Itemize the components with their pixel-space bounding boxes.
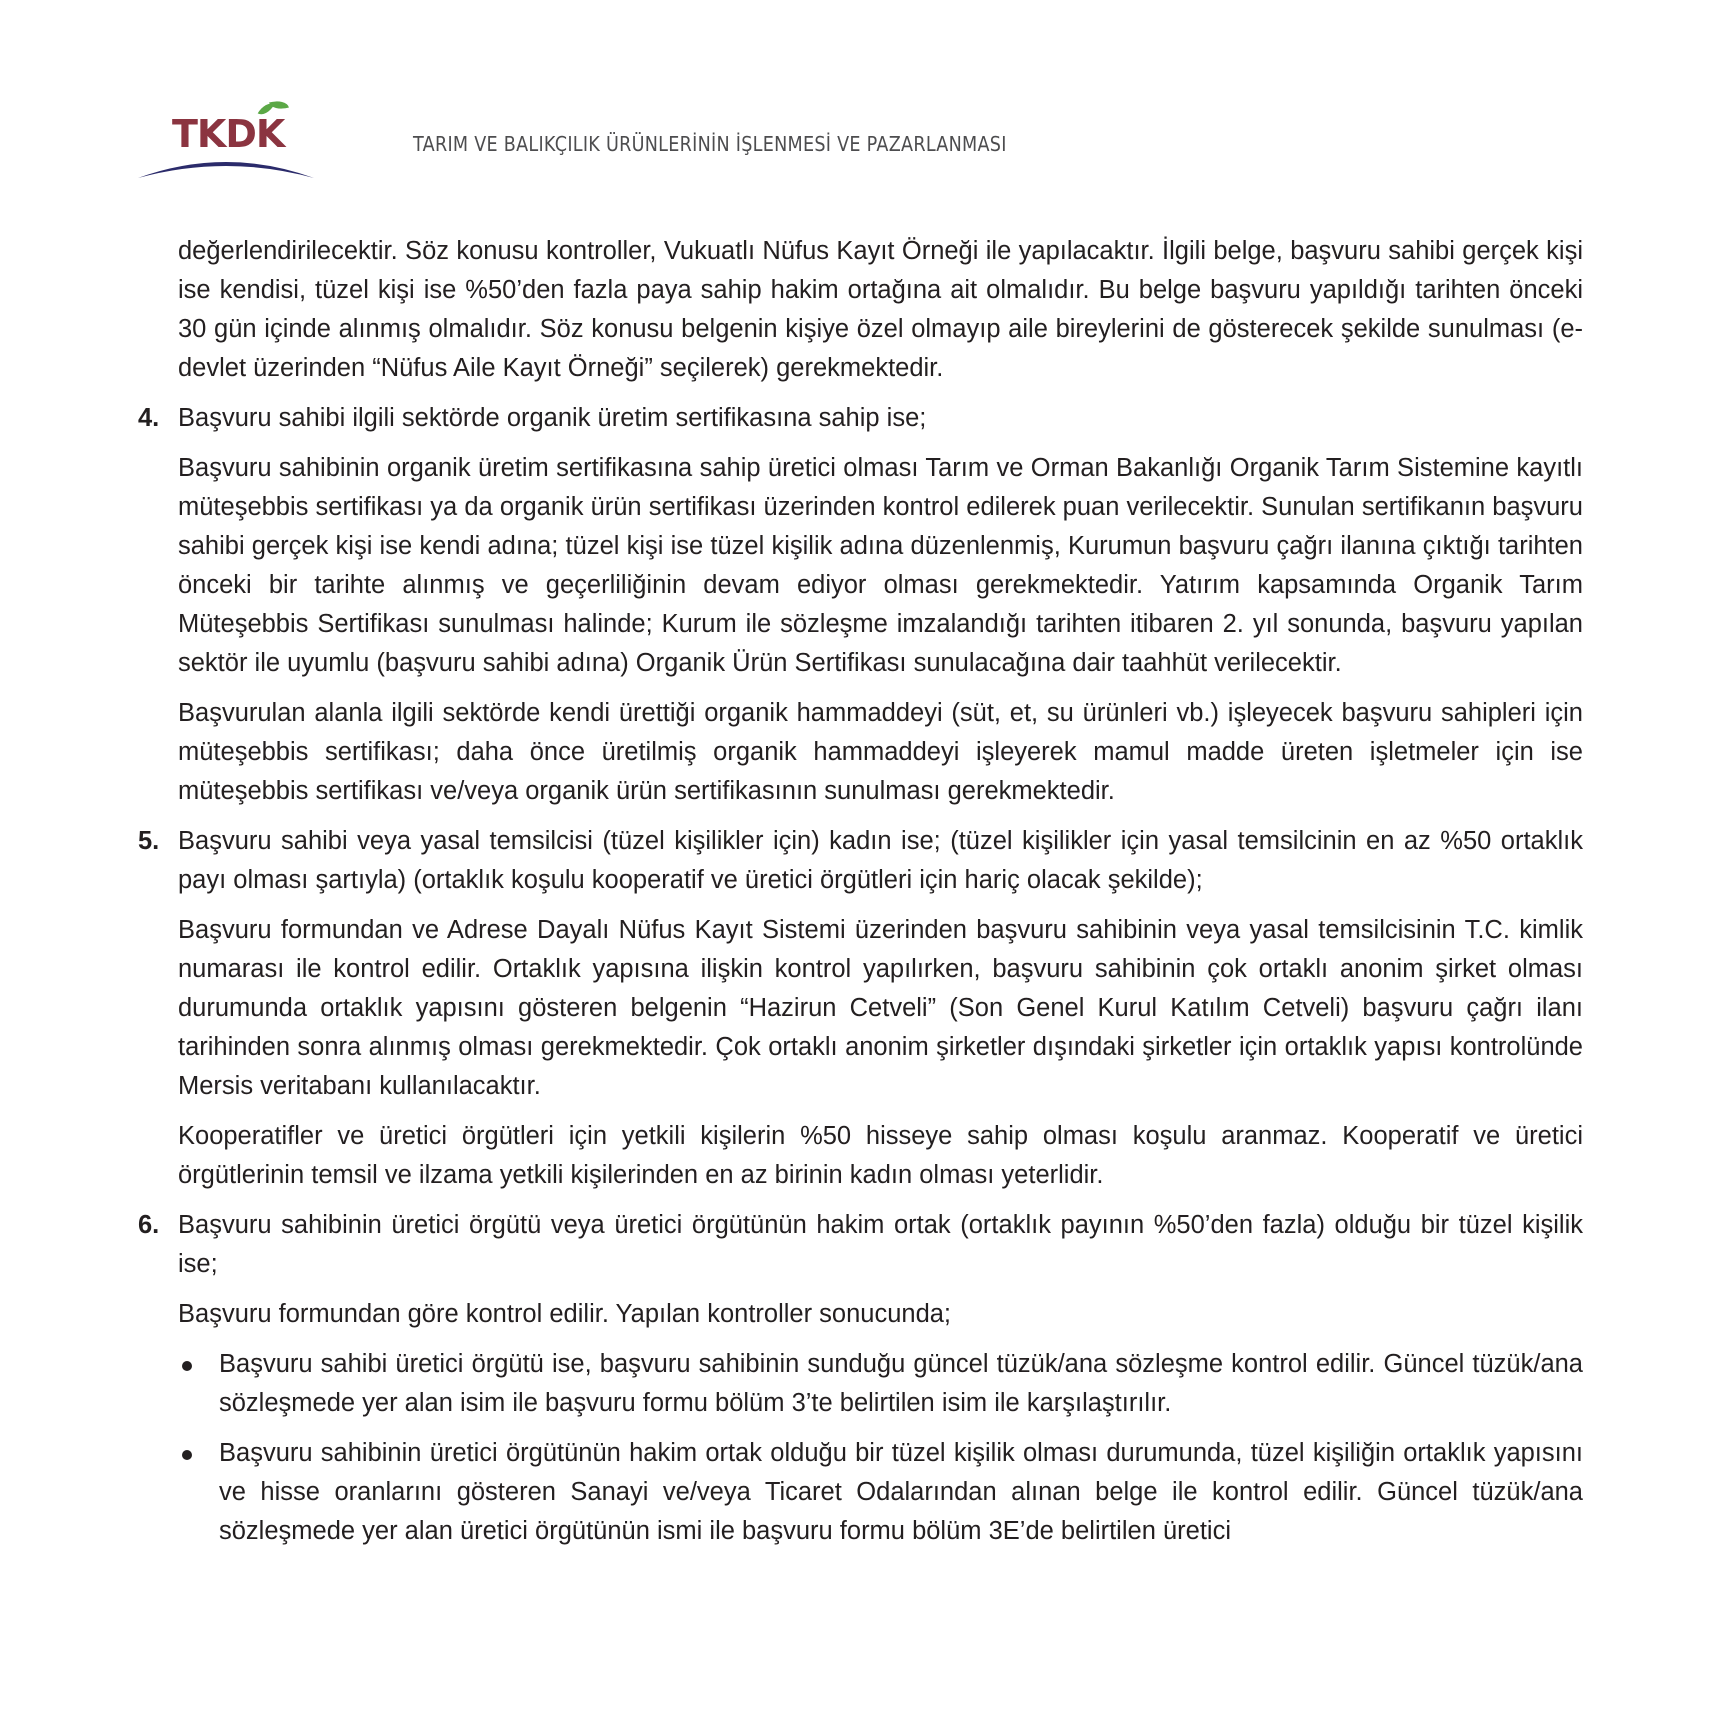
list-item-5 [138, 822, 1583, 1195]
logo-text: TKDK [172, 112, 285, 156]
logo-arc-icon [136, 146, 316, 180]
list-item-4 [138, 399, 1583, 811]
item-number: 4. [138, 404, 160, 432]
item-number: 6. [138, 1211, 160, 1239]
bullet-text: Başvuru sahibi üretici örgütü ise, başvuru sahibinin sunduğu güncel tüzük/ana sözleşme kontrol edilir. Güncel tüzük/ana sözleşmede yer alan isim ile başvuru formu bölüm 3’te belirtilen isim ile karşılaştırılır. [219, 1350, 1583, 1417]
bullet-item [178, 1345, 1583, 1423]
item-paragraph: Başvurulan alanla ilgili sektörde kendi ürettiği organik hammaddeyi (süt, et, su ürünleri vb.) işleyecek başvuru sahipleri için müteşebbis sertifikası; daha önce üretilmiş organik hammaddeyi işleyerek mamul madde üreten işletmeler için ise müteşebbis sertifikası ve/veya organik ürün sertifikasının sunulması gerekmektedir. [178, 699, 1583, 805]
item-heading: Başvuru sahibi veya yasal temsilcisi (tüzel kişilikler için) kadın ise; (tüzel kişilikler için yasal temsilcinin en az %50 ortaklık payı olması şartıyla) (ortaklık koşulu kooperatif ve üretici örgütleri için hariç olacak şekilde); [178, 827, 1583, 894]
document-body [138, 232, 1583, 1562]
intro-paragraph: değerlendirilecektir. Söz konusu kontroller, Vukuatlı Nüfus Kayıt Örneği ile yapılacaktır. İlgili belge, başvuru sahibi gerçek kişi ise kendisi, tüzel kişi ise %50’den fazla paya sahip hakim ortağına ait olmalıdır. Bu belge başvuru yapıldığı tarihten önceki 30 gün içinde alınmış olmalıdır. Söz konusu belgenin kişiye özel olmayıp aile bireylerini de gösterecek şekilde sunulması (e-devlet üzerinden “Nüfus Aile Kayıt Örneği” seçilerek) gerekmektedir. [178, 237, 1583, 382]
leaf-icon [269, 98, 289, 112]
bullet-text: Başvuru sahibinin üretici örgütünün hakim ortak olduğu bir tüzel kişilik olması durumunda, tüzel kişiliğin ortaklık yapısını ve hisse oranlarını gösteren Sanayi ve/veya Ticaret Odalarından alınan belge ile kontrol edilir. Güncel tüzük/ana sözleşmede yer alan üretici örgütünün ismi ile başvuru formu bölüm 3E’de belirtilen üretici [219, 1439, 1583, 1545]
tkdk-logo [136, 112, 316, 176]
item-heading: Başvuru sahibinin üretici örgütü veya üretici örgütünün hakim ortak (ortaklık payının %50’den fazla) olduğu bir tüzel kişilik ise; [178, 1211, 1583, 1278]
item-paragraph: Başvuru formundan ve Adrese Dayalı Nüfus Kayıt Sistemi üzerinden başvuru sahibinin veya yasal temsilcisinin T.C. kimlik numarası ile kontrol edilir. Ortaklık yapısına ilişkin kontrol yapılırken, başvuru sahibinin çok ortaklı anonim şirket olması durumunda ortaklık yapısını gösteren belgenin “Hazirun Cetveli” (Son Genel Kurul Katılım Cetveli) başvuru çağrı ilanı tarihinden sonra alınmış olması gerekmektedir. Çok ortaklı anonim şirketler dışındaki şirketler için ortaklık yapısı kontrolünde Mersis veritabanı kullanılacaktır. [178, 916, 1583, 1100]
bullet-icon [182, 1361, 192, 1371]
bullet-item [178, 1434, 1583, 1551]
list-item-6 [138, 1206, 1583, 1551]
page-header-title: TARIM VE BALIKÇILIK ÜRÜNLERİNİN İŞLENMESİ VE PAZARLANMASI [413, 132, 1007, 156]
item-heading: Başvuru sahibi ilgili sektörde organik üretim sertifikasına sahip ise; [178, 404, 927, 432]
item-paragraph: Kooperatifler ve üretici örgütleri için yetkili kişilerin %50 hisseye sahip olması koşulu aranmaz. Kooperatif ve üretici örgütlerinin temsil ve ilzama yetkili kişilerinden en az birinin kadın olması yeterlidir. [178, 1122, 1583, 1189]
item-paragraph: Başvuru formundan göre kontrol edilir. Yapılan kontroller sonucunda; [178, 1300, 952, 1328]
item-paragraph: Başvuru sahibinin organik üretim sertifikasına sahip üretici olması Tarım ve Orman Bakanlığı Organik Tarım Sistemine kayıtlı müteşebbis sertifikası ya da organik ürün sertifikası üzerinden kontrol edilerek puan verilecektir. Sunulan sertifikanın başvuru sahibi gerçek kişi ise kendi adına; tüzel kişi ise tüzel kişilik adına düzenlenmiş, Kurumun başvuru çağrı ilanına çıktığı tarihten önceki bir tarihte alınmış ve geçerliliğinin devam ediyor olması gerekmektedir. Yatırım kapsamında Organik Tarım Müteşebbis Sertifikası sunulması halinde; Kurum ile sözleşme imzalandığı tarihten itibaren 2. yıl sonunda, başvuru yapılan sektör ile uyumlu (başvuru sahibi adına) Organik Ürün Sertifikası sunulacağına dair taahhüt verilecektir. [178, 454, 1583, 677]
item-number: 5. [138, 827, 160, 855]
bullet-icon [182, 1450, 192, 1460]
